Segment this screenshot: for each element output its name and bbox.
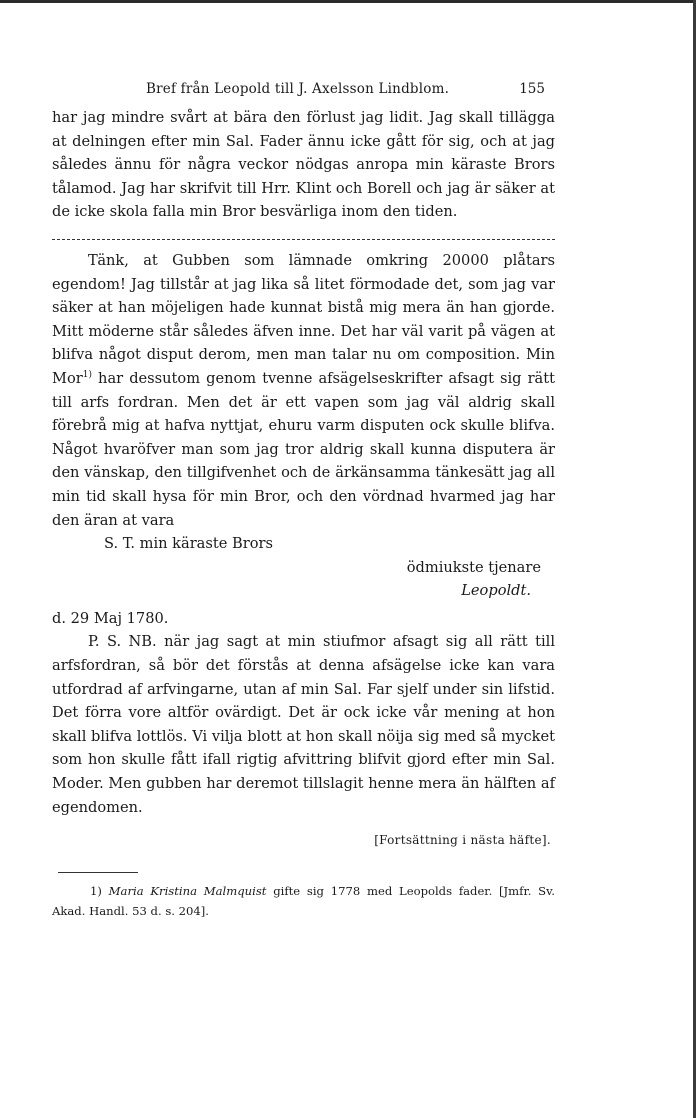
footnote-name: Maria Kristina Malmquist [108, 883, 267, 898]
letter-date: d. 29 Maj 1780. [52, 609, 169, 627]
footnote-reference-paren: ) [88, 370, 92, 381]
postscript: P. S. NB. när jag sagt at min stiufmor afsagt sig all rätt till arfsfordran, så bör det förstås at denna afsägelse icke kan vara utfordrad af arfvingarne, utan af min Sal. Far sjelf under sin lifstid. Det förra vore altför ovärdigt. Det är ock icke vår mening at hon skall blifva lottlös. Vi vilja blott at hon skall nöija sig med så mycket som hon skulle fått ifall rigtig afvittring blifvit gjord efter min Sal. Moder. Men gubben har deremot tillslagit henne mera än hälften af egendomen. [52, 633, 555, 816]
paragraph-main-part-b: har dessutom genom tvenne afsägelseskrifter afsagt sig rätt till arfs fordran. Men det är ett vapen som jag väl aldrig skall förebrå mig at hafva nyttjat, ehuru varm disputen ock skulle blifva. Något hvaröfver man som jag tror aldrig skall kunna disputera är den vänskap, den tillgifvenhet och de ärkänsamma tänkesätt jag all min tid skall hysa för min Bror, och den vördnad hvarmed jag har den äran at vara [52, 369, 555, 529]
running-head-title: Bref från Leopold till J. Axelsson Lindblom. [146, 81, 450, 97]
footnote [52, 881, 555, 921]
section-divider [52, 239, 555, 240]
footnote-reference-number: 1 [82, 370, 89, 381]
paragraph-continued: har jag mindre svårt at bära den förlust jag lidit. Jag skall tillägga at delningen efter min Sal. Fader ännu icke gått för sig, och at jag således ännu för några veckor nödgas anropa min käraste Brors tålamod. Jag har skrifvit till Hrr. Klint och Borell och jag är säker at de icke skola falla min Bror besvärliga inom den tiden. [52, 109, 555, 221]
footnote-marker: 1) [90, 883, 102, 898]
closing-signature-line [52, 579, 555, 603]
footnote-text: gifte sig 1778 med Leopolds fader. [Jmfr. Sv. Akad. Handl. 53 d. s. 204]. [52, 883, 555, 918]
paragraph-main [52, 249, 555, 532]
book-page [52, 78, 555, 921]
footnote-reference [83, 370, 92, 380]
running-head [52, 78, 555, 106]
page-number: 155 [519, 81, 545, 97]
continuation-note: [Fortsättning i nästa häfte]. [374, 833, 551, 848]
footnote-rule [58, 872, 138, 873]
closing-humble: ödmiukste tjenare [406, 558, 541, 576]
paragraph-main-part-a: Tänk, at Gubben som lämnade omkring 20000 plåtars egendom! Jag tillstår at jag lika så litet förmodade det, som jag var säker at han möjeligen hade kunnat bistå mig mera än han gjorde. Mitt möderne står således äfven inne. Det har väl varit på vägen at blifva något disput derom, men man talar nu om composition. Min Mor [52, 251, 555, 387]
signature: Leopoldt. [461, 582, 531, 600]
closing-salutation: S. T. min käraste Brors [104, 535, 273, 553]
scan-edge-top [0, 0, 696, 3]
